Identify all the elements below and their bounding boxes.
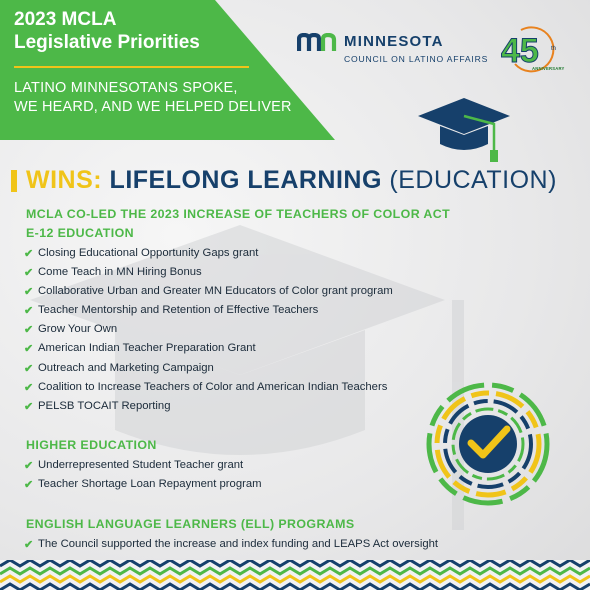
logo-council-name: COUNCIL ON LATINO AFFAIRS <box>344 54 489 64</box>
anniversary-suffix: th <box>551 46 557 52</box>
list-item-text: Outreach and Marketing Campaign <box>38 361 214 374</box>
checkmark-icon: ✔ <box>24 343 34 356</box>
list-item <box>24 359 393 378</box>
ell-list <box>24 535 438 554</box>
page-subtitle <box>14 79 314 117</box>
lead-title: MCLA CO-LED THE 2023 INCREASE OF TEACHERS OF COLOR ACT <box>26 207 451 221</box>
checkmark-icon: ✔ <box>24 248 34 260</box>
mn-logo-icon <box>297 33 339 53</box>
list-item-text: Grow Your Own <box>38 323 118 336</box>
list-item-text: Come Teach in MN Hiring Bonus <box>38 266 202 279</box>
anniversary-word: ANNIVERSARY <box>532 66 565 71</box>
checkmark-icon: ✔ <box>24 267 34 280</box>
heading-main: LIFELONG LEARNING <box>102 166 390 194</box>
checkmark-icon: ✔ <box>24 286 34 299</box>
list-item <box>24 320 393 339</box>
checkmark-icon: ✔ <box>24 381 34 394</box>
title-line-2: Legislative Priorities <box>14 32 200 53</box>
e12-list <box>24 244 393 416</box>
list-item <box>24 475 262 494</box>
heading-label: WINS: <box>26 166 103 194</box>
checkmark-icon: ✔ <box>24 305 34 318</box>
list-item-text: American Indian Teacher Preparation Grant <box>38 342 256 355</box>
list-item <box>24 456 262 475</box>
checkmark-icon: ✔ <box>24 400 34 413</box>
list-item-text: Collaborative Urban and Greater MN Educators of Color grant program <box>38 285 393 298</box>
header-divider <box>14 66 249 68</box>
list-item-text: Underrepresented Student Teacher grant <box>38 459 244 471</box>
list-item <box>24 339 393 358</box>
anniversary-number: 45 <box>501 32 539 70</box>
checkmark-icon: ✔ <box>24 324 34 337</box>
logo-name: MINNESOTA <box>344 33 444 50</box>
list-item-text: PELSB TOCAIT Reporting <box>38 399 171 412</box>
list-item-text: Teacher Shortage Loan Repayment program <box>38 478 262 491</box>
list-item <box>24 535 438 554</box>
section-heading <box>26 165 557 195</box>
list-item <box>24 263 393 282</box>
checkmark-icon: ✔ <box>24 362 34 375</box>
title-line-1: 2023 MCLA <box>14 9 117 30</box>
list-item <box>24 397 393 416</box>
checkmark-icon: ✔ <box>24 539 34 551</box>
graduation-cap-icon <box>418 94 518 170</box>
list-item <box>24 301 393 320</box>
heading-paren: (EDUCATION) <box>389 166 557 194</box>
subtitle-line-1: LATINO MINNESOTANS SPOKE, <box>14 80 238 96</box>
list-item-text: Teacher Mentorship and Retention of Effective Teachers <box>38 304 319 317</box>
heading-accent-bar <box>11 170 17 192</box>
subtitle-line-2: WE HEARD, AND WE HELPED DELIVER <box>14 99 292 115</box>
list-item-text: Closing Educational Opportunity Gaps grant <box>38 247 259 259</box>
section-title-e12: E-12 EDUCATION <box>26 226 134 240</box>
list-item-text: Coalition to Increase Teachers of Color and American Indian Teachers <box>38 380 388 393</box>
higher-ed-list <box>24 456 262 494</box>
list-item <box>24 282 393 301</box>
checkmark-icon: ✔ <box>24 460 34 472</box>
page-title <box>14 8 274 54</box>
decorative-pattern <box>0 560 590 590</box>
checkmark-icon: ✔ <box>24 479 34 492</box>
list-item <box>24 378 393 397</box>
check-badge-icon <box>425 381 551 507</box>
list-item-text: The Council supported the increase and index funding and LEAPS Act oversight <box>38 538 439 550</box>
section-title-higher-ed: HIGHER EDUCATION <box>26 438 157 452</box>
section-title-ell: ENGLISH LANGUAGE LEARNERS (ELL) PROGRAMS <box>26 517 355 531</box>
list-item <box>24 244 393 263</box>
